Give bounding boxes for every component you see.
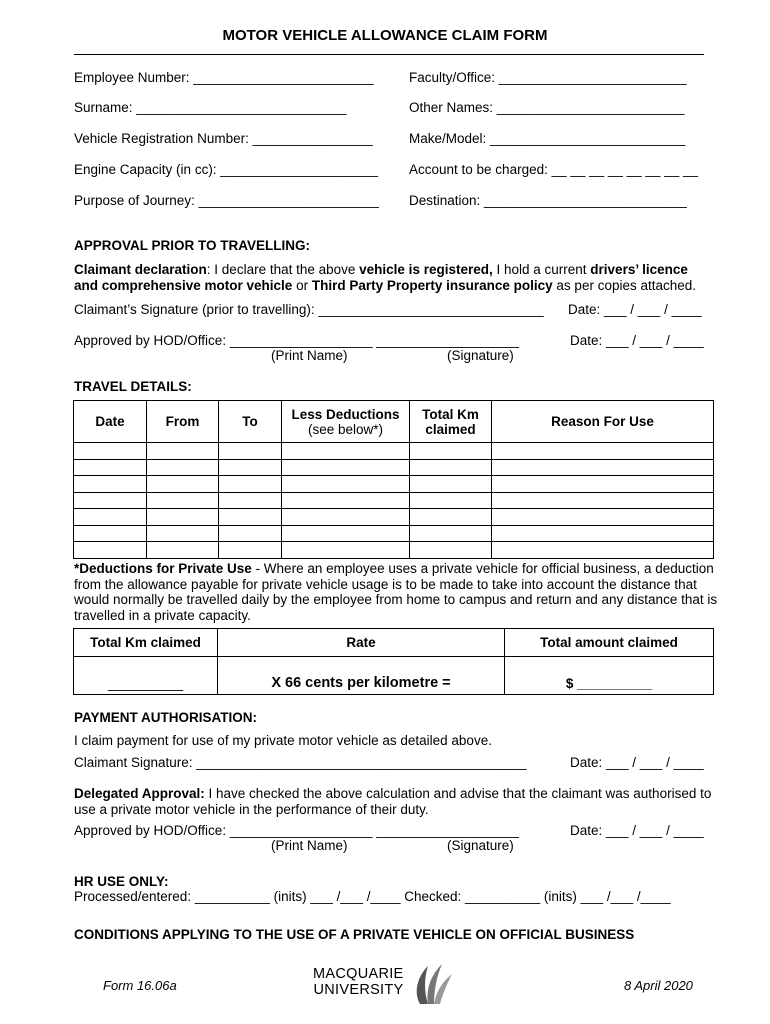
calc-rate: X 66 cents per kilometre = xyxy=(218,657,505,695)
decl-part: vehicle is registered, xyxy=(359,262,493,277)
table-cell[interactable] xyxy=(219,476,282,493)
calculation-table xyxy=(73,628,714,695)
table-cell[interactable] xyxy=(492,525,714,542)
table-cell[interactable] xyxy=(282,509,410,526)
delegated-approval xyxy=(74,786,724,817)
delegated-text: I have checked the above calculation and advise that the claimant was authorised to use a private motor vehicle in the performance of their duty. xyxy=(74,786,712,817)
table-cell[interactable] xyxy=(282,443,410,460)
print-name-caption: (Print Name) xyxy=(271,838,348,853)
col-less-label: Less Deductions xyxy=(291,406,400,422)
table-cell[interactable] xyxy=(74,525,147,542)
hr-heading: HR USE ONLY: xyxy=(74,874,169,889)
decl-part: drivers’ licence xyxy=(590,262,688,277)
decl-part: : I declare that the above xyxy=(206,262,360,277)
col-total-km xyxy=(410,401,492,443)
payment-date-line[interactable]: Date: ___ / ___ / ____ xyxy=(570,755,704,770)
delegated-label: Delegated Approval: xyxy=(74,786,205,801)
engine-capacity-field[interactable]: Engine Capacity (in cc): _____________________ xyxy=(74,162,378,177)
table-cell[interactable] xyxy=(147,525,219,542)
title-rule xyxy=(74,54,704,55)
col-to: To xyxy=(219,401,282,443)
table-cell[interactable] xyxy=(219,443,282,460)
hr-processed-line[interactable]: Processed/entered: __________ (inits) ___ /___ /____ Checked: __________ (inits) ___ /___ /____ xyxy=(74,889,671,904)
travel-heading: TRAVEL DETAILS: xyxy=(74,379,192,394)
print-name-caption: (Print Name) xyxy=(271,348,348,363)
table-cell[interactable] xyxy=(410,542,492,559)
deductions-note xyxy=(74,561,724,623)
form-number: Form 16.06a xyxy=(103,978,177,993)
calc-header-amount: Total amount claimed xyxy=(505,629,714,657)
approved-by-line[interactable]: Approved by HOD/Office: ___________________ ___________________ xyxy=(74,333,519,348)
destination-field[interactable]: Destination: ___________________________ xyxy=(409,193,687,208)
calc-header-rate: Rate xyxy=(218,629,505,657)
table-row xyxy=(74,476,714,493)
form-title: MOTOR VEHICLE ALLOWANCE CLAIM FORM xyxy=(222,27,548,44)
macquarie-lighthouse-icon xyxy=(408,960,454,1008)
table-cell[interactable] xyxy=(282,459,410,476)
table-cell[interactable] xyxy=(147,509,219,526)
table-cell[interactable] xyxy=(74,459,147,476)
table-cell[interactable] xyxy=(492,542,714,559)
decl-part: or xyxy=(292,277,312,293)
travel-table xyxy=(73,400,714,559)
table-cell[interactable] xyxy=(282,542,410,559)
table-cell[interactable] xyxy=(147,542,219,559)
payment-signature-line[interactable]: Claimant Signature: ____________________________________________ xyxy=(74,755,527,770)
university-logo-text xyxy=(313,966,404,998)
faculty-office-field[interactable]: Faculty/Office: _________________________ xyxy=(409,70,687,85)
table-cell[interactable] xyxy=(282,525,410,542)
purpose-field[interactable]: Purpose of Journey: ________________________ xyxy=(74,193,379,208)
logo-line1: MACQUARIE xyxy=(313,966,404,982)
claimant-declaration xyxy=(74,262,724,293)
account-charged-field[interactable]: Account to be charged: __ __ __ __ __ __ __ __ xyxy=(409,162,698,177)
table-cell[interactable] xyxy=(147,443,219,460)
deductions-text: - Where an employee uses a private vehicle for official business, a deduction from the allowance payable for private vehicle usage is to be made to take into account the distance that would normally be travelled daily by the employee from home to campus and return and any distance that is travelled in a private capacity. xyxy=(74,561,718,623)
logo-line2: UNIVERSITY xyxy=(313,982,404,998)
payment-claim-text: I claim payment for use of my private motor vehicle as detailed above. xyxy=(74,733,492,748)
other-names-field[interactable]: Other Names: _________________________ xyxy=(409,100,685,115)
vehicle-registration-field[interactable]: Vehicle Registration Number: ________________ xyxy=(74,131,373,146)
form-date: 8 April 2020 xyxy=(624,978,693,993)
table-cell[interactable] xyxy=(219,492,282,509)
col-date: Date xyxy=(74,401,147,443)
table-row xyxy=(74,542,714,559)
calc-header-km: Total Km claimed xyxy=(74,629,218,657)
claimant-signature-line[interactable]: Claimant’s Signature (prior to travelling): ______________________________ xyxy=(74,302,544,317)
decl-part: Third Party Property insurance policy xyxy=(311,277,553,293)
claimant-date-line[interactable]: Date: ___ / ___ / ____ xyxy=(568,302,702,317)
table-cell[interactable] xyxy=(410,443,492,460)
table-cell[interactable] xyxy=(410,492,492,509)
conditions-heading: CONDITIONS APPLYING TO THE USE OF A PRIVATE VEHICLE ON OFFICIAL BUSINESS xyxy=(74,927,635,942)
table-row xyxy=(74,443,714,460)
signature-caption: (Signature) xyxy=(447,348,514,363)
surname-field[interactable]: Surname: ____________________________ xyxy=(74,100,347,115)
table-cell[interactable] xyxy=(147,492,219,509)
table-cell[interactable] xyxy=(219,542,282,559)
table-cell[interactable] xyxy=(492,443,714,460)
col-total-label: Total Km xyxy=(422,406,479,422)
table-cell[interactable] xyxy=(74,492,147,509)
signature-caption: (Signature) xyxy=(447,838,514,853)
table-row xyxy=(74,459,714,476)
payment-approved-date-line[interactable]: Date: ___ / ___ / ____ xyxy=(570,823,704,838)
table-cell[interactable] xyxy=(74,443,147,460)
col-less-deductions xyxy=(282,401,410,443)
decl-part: as per copies attached. xyxy=(552,277,697,293)
table-cell[interactable] xyxy=(410,525,492,542)
col-reason: Reason For Use xyxy=(492,401,714,443)
table-cell[interactable] xyxy=(492,509,714,526)
table-cell[interactable] xyxy=(492,492,714,509)
deductions-label: *Deductions for Private Use xyxy=(74,561,252,576)
table-cell[interactable] xyxy=(219,525,282,542)
decl-part: and comprehensive motor vehicle xyxy=(74,277,293,293)
calc-amount-input[interactable]: $ __________ xyxy=(505,657,714,695)
employee-number-field[interactable]: Employee Number: ________________________ xyxy=(74,70,374,85)
approval-heading: APPROVAL PRIOR TO TRAVELLING: xyxy=(74,238,311,253)
table-cell[interactable] xyxy=(282,476,410,493)
table-row xyxy=(74,492,714,509)
table-cell[interactable] xyxy=(147,459,219,476)
table-cell[interactable] xyxy=(147,476,219,493)
table-cell[interactable] xyxy=(410,509,492,526)
table-cell[interactable] xyxy=(410,459,492,476)
payment-heading: PAYMENT AUTHORISATION: xyxy=(74,710,258,725)
table-row xyxy=(74,525,714,542)
table-cell[interactable] xyxy=(282,492,410,509)
payment-approved-by-line[interactable]: Approved by HOD/Office: ___________________ ___________________ xyxy=(74,823,519,838)
make-model-field[interactable]: Make/Model: __________________________ xyxy=(409,131,686,146)
table-cell[interactable] xyxy=(219,459,282,476)
table-cell[interactable] xyxy=(74,509,147,526)
table-cell[interactable] xyxy=(492,459,714,476)
table-row xyxy=(74,509,714,526)
table-cell[interactable] xyxy=(74,542,147,559)
approved-date-line[interactable]: Date: ___ / ___ / ____ xyxy=(570,333,704,348)
decl-part: Claimant declaration xyxy=(74,262,207,277)
table-cell[interactable] xyxy=(219,509,282,526)
col-less-sub: (see below*) xyxy=(307,421,384,437)
calc-total-km-input[interactable]: __________ xyxy=(74,657,218,695)
col-from: From xyxy=(147,401,219,443)
table-cell[interactable] xyxy=(410,476,492,493)
decl-part: I hold a current xyxy=(492,262,591,277)
col-total-label2: claimed xyxy=(425,421,476,437)
table-cell[interactable] xyxy=(492,476,714,493)
table-cell[interactable] xyxy=(74,476,147,493)
